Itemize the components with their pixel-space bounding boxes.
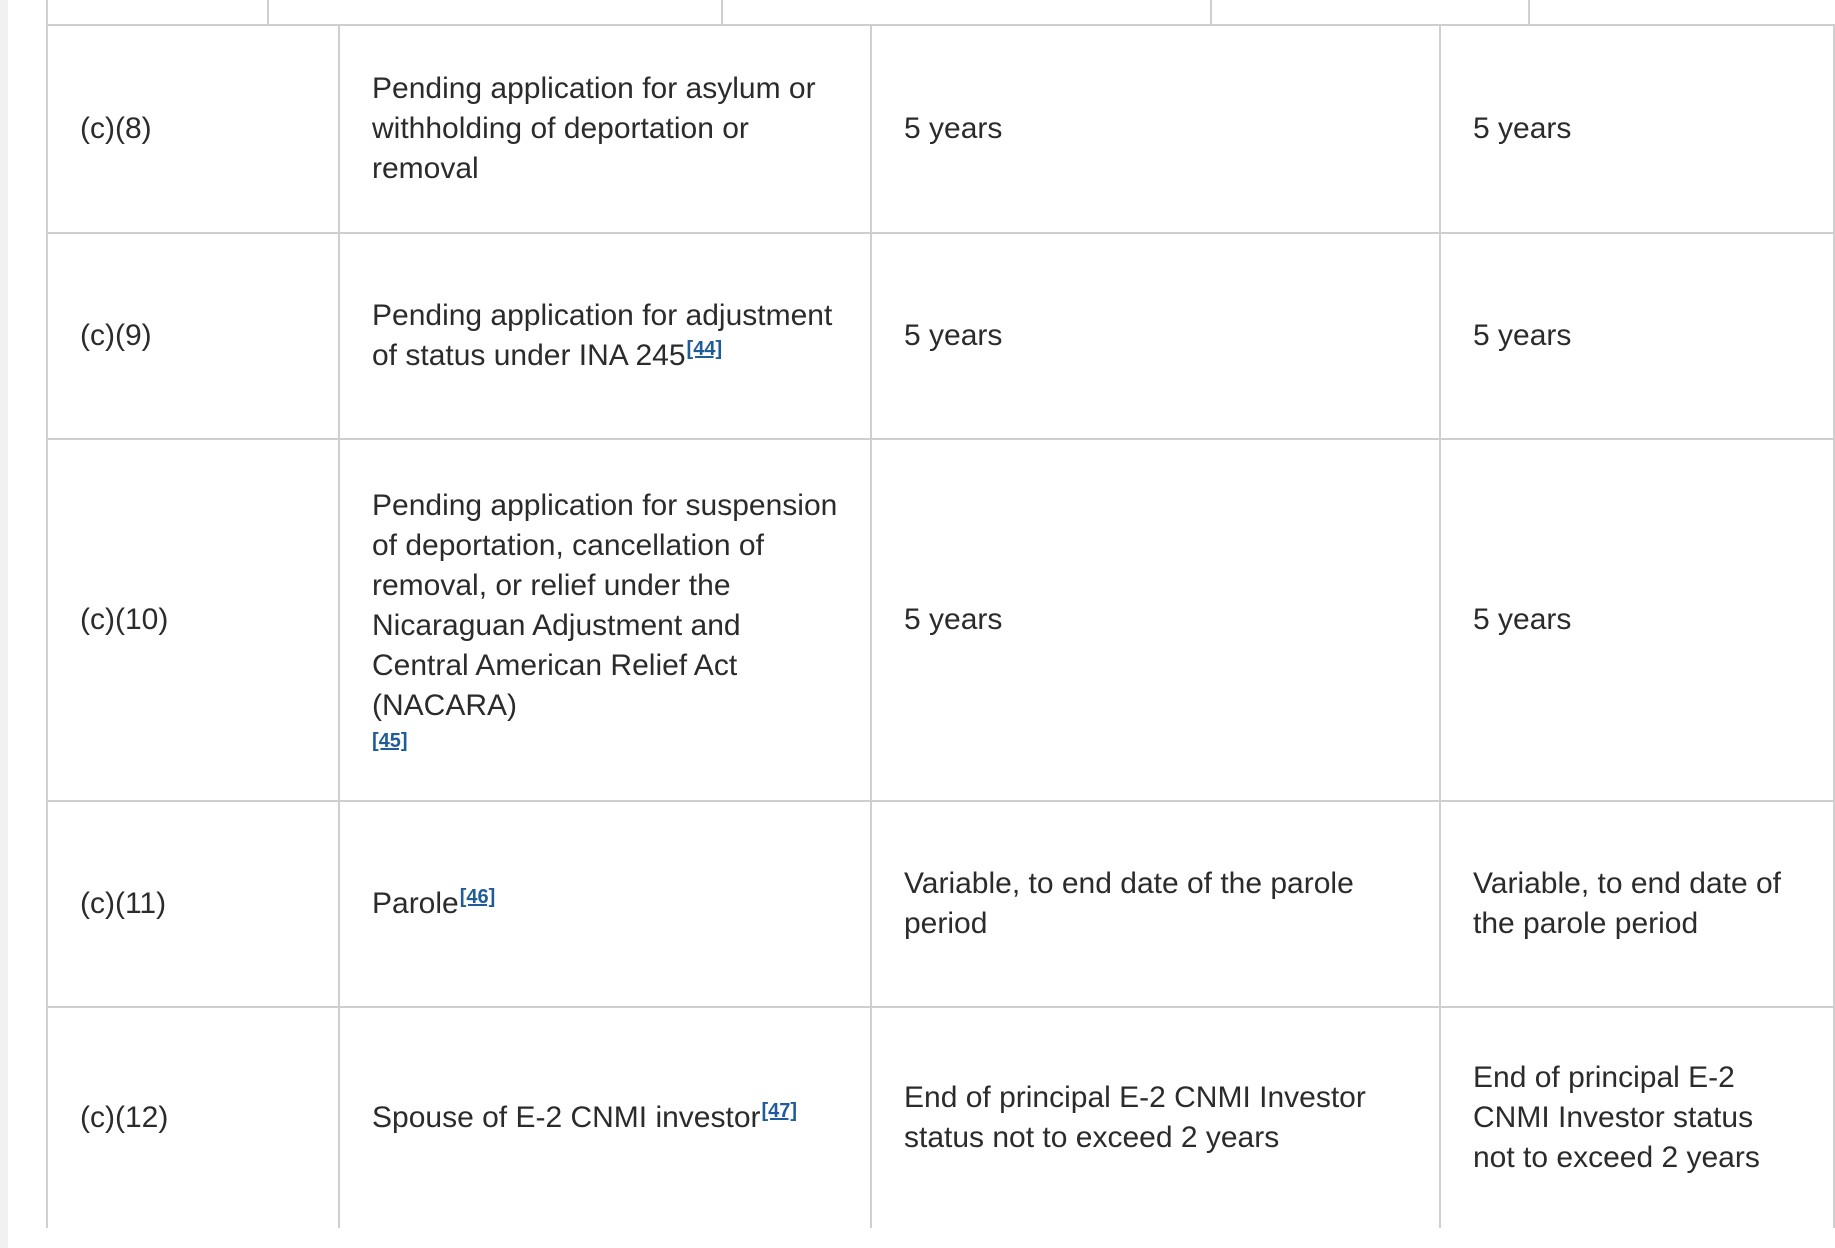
table-row: [47, 1007, 1834, 1228]
extension-validity-cell: Variable, to end date of the parole period: [1440, 801, 1834, 1007]
category-cell: [339, 439, 871, 801]
category-cell: [339, 233, 871, 439]
footnote-link-47[interactable]: [47]: [761, 1100, 798, 1122]
initial-validity-cell: Variable, to end date of the parole period: [871, 801, 1440, 1007]
extension-validity-cell: 5 years: [1440, 25, 1834, 233]
extension-validity-cell: End of principal E-2 CNMI Investor status not to exceed 2 years: [1440, 1007, 1834, 1228]
table-row: [47, 801, 1834, 1007]
table-row: [47, 233, 1834, 439]
eligibility-code-cell: (c)(11): [47, 801, 339, 1007]
initial-validity-cell: End of principal E-2 CNMI Investor status not to exceed 2 years: [871, 1007, 1440, 1228]
eligibility-code-cell: (c)(12): [47, 1007, 339, 1228]
ead-validity-table: [46, 24, 1835, 1228]
initial-validity-cell: 5 years: [871, 25, 1440, 233]
category-cell: [339, 801, 871, 1007]
initial-validity-cell: 5 years: [871, 233, 1440, 439]
table-top-continuation: [46, 0, 1577, 24]
column-divider: [1210, 0, 1212, 24]
footnote-link-46[interactable]: [46]: [459, 886, 496, 908]
column-divider: [46, 0, 48, 24]
footnote-ref: [687, 338, 723, 360]
column-divider: [721, 0, 723, 24]
category-cell: [339, 1007, 871, 1228]
category-cell: [339, 25, 871, 233]
table-row: [47, 439, 1834, 801]
category-text: Pending application for adjustment of status under INA 245: [372, 299, 833, 372]
category-text: Spouse of E-2 CNMI investor: [372, 1101, 761, 1134]
column-divider: [267, 0, 269, 24]
initial-validity-cell: 5 years: [871, 439, 1440, 801]
category-text: Pending application for suspension of deportation, cancellation of removal, or relief under the Nicaraguan Adjustment and Central American Relief Act (NACARA): [372, 489, 838, 722]
footnote-link-45[interactable]: [45]: [372, 730, 408, 752]
eligibility-code-cell: (c)(9): [47, 233, 339, 439]
eligibility-code-cell: (c)(10): [47, 439, 339, 801]
category-text: Parole: [372, 887, 459, 920]
eligibility-code-cell: (c)(8): [47, 25, 339, 233]
validity-table-container: [46, 24, 1781, 1228]
extension-validity-cell: 5 years: [1440, 439, 1834, 801]
category-text: Pending application for asylum or withholding of deportation or removal: [372, 72, 816, 185]
column-divider: [1528, 0, 1530, 24]
footnote-ref: [372, 728, 840, 754]
extension-validity-cell: 5 years: [1440, 233, 1834, 439]
footnote-ref: [460, 886, 496, 908]
footnote-link-44[interactable]: [44]: [686, 338, 723, 360]
footnote-ref: [762, 1100, 798, 1122]
table-row: [47, 25, 1834, 233]
page-left-gutter: [0, 0, 8, 1248]
